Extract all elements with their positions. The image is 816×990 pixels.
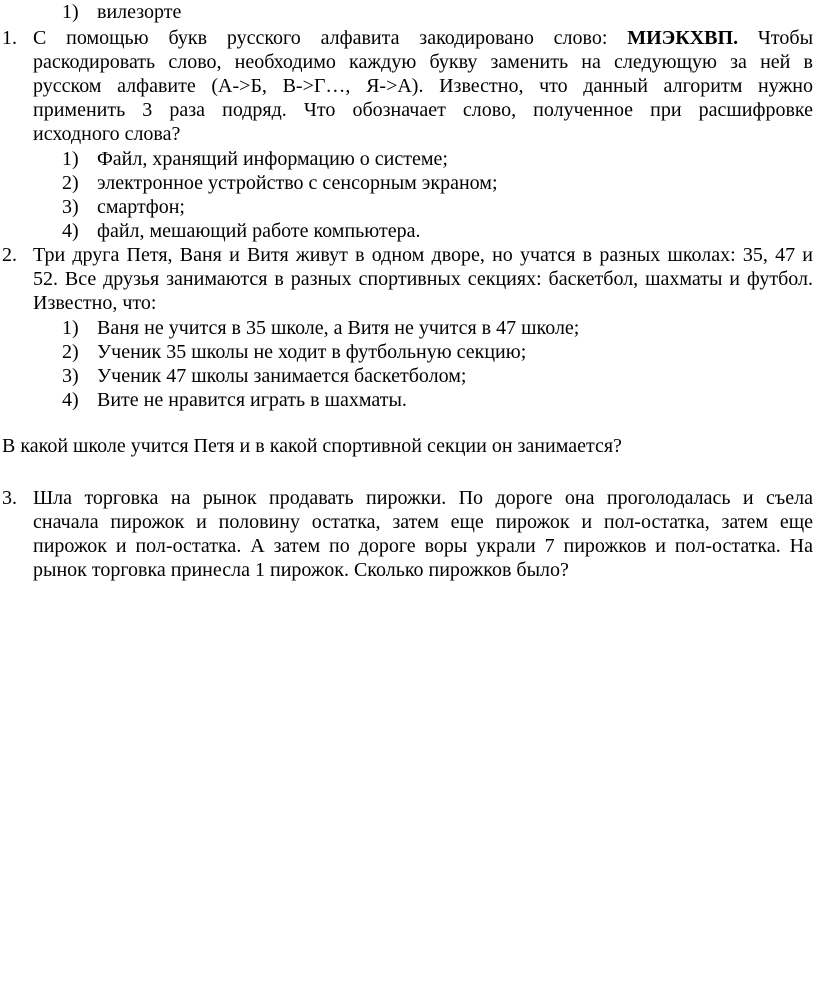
task-1-line — [33, 26, 813, 50]
condition-text: Ваня не учится в 35 школе, а Витя не учится в 47 школе; — [97, 317, 580, 339]
task-2-line: 52. Все друзья занимаются в разных спортивных секциях: баскетбол, шахматы и футбол. — [33, 268, 813, 290]
task-2-line: Известно, что: — [33, 292, 157, 314]
task-2-line: Три друга Петя, Ваня и Витя живут в одном дворе, но учатся в разных школах: 35, 47 и — [33, 244, 813, 266]
task-2-question: В какой школе учится Петя и в какой спортивной секции он занимается? — [2, 435, 622, 457]
option-marker: 4) — [62, 220, 79, 242]
option-text: смартфон; — [97, 196, 185, 218]
option-marker: 1) — [62, 1, 79, 23]
task-3-line: рынок торговка принесла 1 пирожок. Сколько пирожков было? — [33, 559, 569, 581]
option-text: электронное устройство с сенсорным экраном; — [97, 172, 498, 194]
option-marker: 1) — [62, 148, 79, 170]
task-1-text: Чтобы — [738, 27, 813, 49]
condition-text: Ученик 47 школы занимается баскетболом; — [97, 365, 467, 387]
condition-text: Ученик 35 школы не ходит в футбольную секцию; — [97, 341, 527, 363]
condition-marker: 3) — [62, 365, 79, 387]
task-2-number: 2. — [2, 244, 17, 266]
option-text: Файл, хранящий информацию о системе; — [97, 148, 448, 170]
condition-text: Вите не нравится играть в шахматы. — [97, 389, 407, 411]
option-text: файл, мешающий работе компьютера. — [97, 220, 421, 242]
condition-marker: 2) — [62, 341, 79, 363]
task-1-line: исходного слова? — [33, 123, 181, 145]
task-1-line: применить 3 раза подряд. Что обозначает слово, полученное при расшифровке — [33, 99, 813, 121]
option-marker: 3) — [62, 196, 79, 218]
encoded-word: МИЭКХВП. — [627, 27, 739, 49]
task-1-number: 1. — [2, 27, 17, 49]
task-3-line: Шла торговка на рынок продавать пирожки. По дороге она проголодалась и съела — [33, 487, 813, 509]
condition-marker: 1) — [62, 317, 79, 339]
task-1-text: С помощью букв русского алфавита закодировано слово: — [33, 27, 628, 49]
task-3-number: 3. — [2, 487, 17, 509]
task-1-line: русском алфавите (А->Б, В->Г…, Я->А). Известно, что данный алгоритм нужно — [33, 75, 813, 97]
condition-marker: 4) — [62, 389, 79, 411]
task-3-line: сначала пирожок и половину остатка, затем еще пирожок и пол-остатка, затем еще — [33, 511, 813, 533]
option-marker: 2) — [62, 172, 79, 194]
task-1-line: раскодировать слово, необходимо каждую букву заменить на следующую за ней в — [33, 51, 813, 73]
option-text: вилезорте — [97, 1, 182, 23]
task-3-line: пирожок и пол-остатка. А затем по дороге воры украли 7 пирожков и пол-остатка. На — [33, 535, 813, 557]
